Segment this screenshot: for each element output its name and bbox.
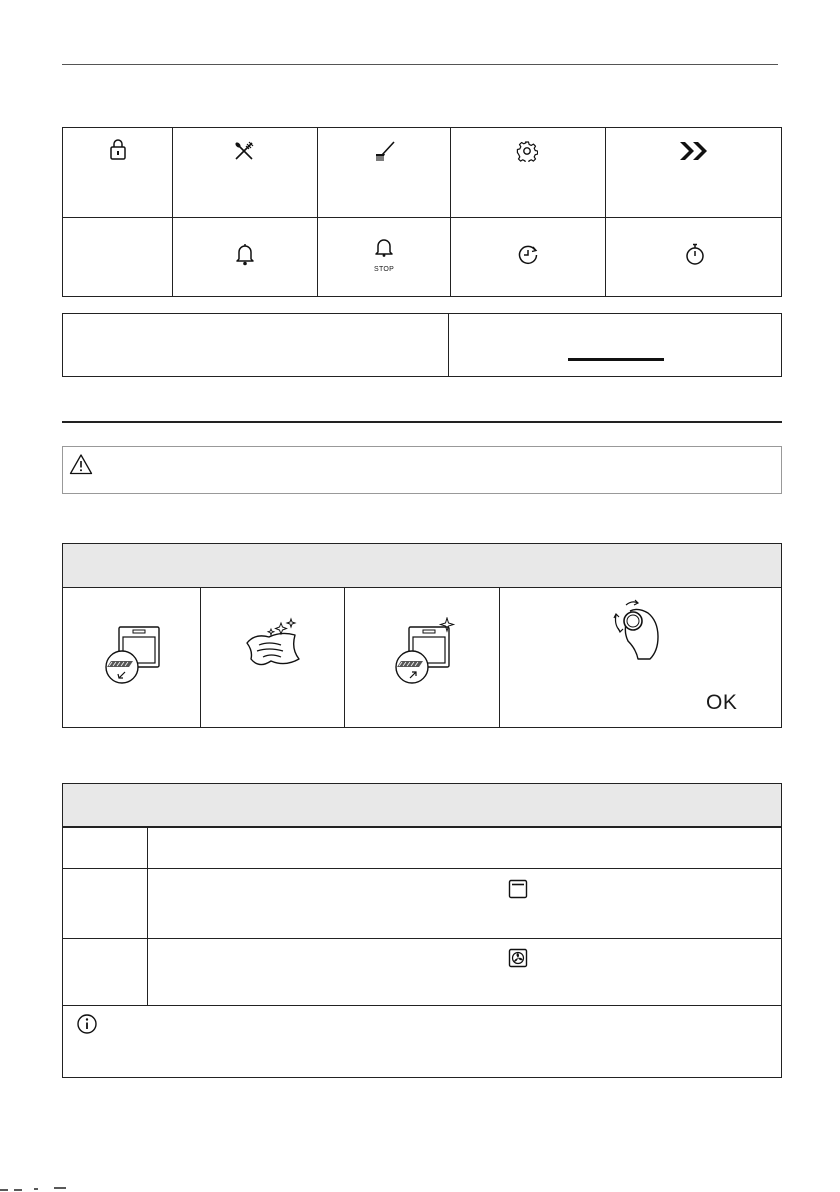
bell-icon — [235, 242, 255, 266]
cleaning-steps-table — [62, 543, 782, 728]
symbol-row-2 — [63, 217, 781, 297]
symbol-cell — [63, 217, 173, 297]
table-header — [63, 784, 781, 828]
fork-knife-icon — [233, 140, 255, 162]
symbol-cell — [606, 128, 783, 217]
table-header — [63, 544, 781, 588]
knob-turn-hand-icon — [608, 597, 664, 663]
symbol-cell — [606, 217, 783, 297]
header-rule — [62, 64, 778, 65]
display-box — [62, 313, 782, 377]
symbol-cell — [451, 128, 606, 217]
table-row — [63, 939, 783, 1005]
symbol-grid — [62, 127, 782, 297]
step-cell — [201, 587, 345, 728]
oven-fan-icon — [508, 948, 528, 968]
symbol-cell — [173, 128, 318, 217]
wipe-cloth-icon — [241, 615, 307, 675]
display-divider — [448, 314, 449, 376]
oven-insert-shelf-icon — [391, 617, 457, 687]
stop-label: STOP — [374, 266, 395, 273]
section-rule — [62, 421, 782, 423]
lock-icon — [108, 139, 128, 161]
clock-arrow-icon — [517, 244, 539, 266]
brush-icon — [373, 140, 397, 162]
info-note — [63, 1006, 783, 1078]
ok-label: OK — [706, 691, 738, 714]
stopwatch-icon — [684, 242, 706, 266]
symbol-cell — [173, 217, 318, 297]
page-corner-marks — [0, 1185, 70, 1192]
warning-triangle-icon — [69, 453, 93, 475]
info-circle-icon — [76, 1013, 98, 1035]
display-dash — [568, 358, 664, 361]
step-cell — [345, 587, 500, 728]
symbol-cell — [318, 128, 451, 217]
step-cell — [500, 587, 783, 728]
symbol-cell — [451, 217, 606, 297]
warning-box — [62, 446, 782, 494]
oven-remove-shelf-icon — [103, 625, 163, 687]
symbol-row-1 — [63, 128, 781, 218]
gear-icon — [516, 140, 538, 162]
symbol-cell — [63, 128, 173, 217]
function-table — [62, 783, 782, 1078]
double-chevron-right-icon — [678, 141, 710, 161]
symbol-cell — [318, 217, 451, 297]
oven-top-heat-icon — [508, 879, 528, 899]
step-cell — [63, 587, 201, 728]
bell-stop-icon — [372, 238, 396, 264]
table-row — [63, 828, 783, 868]
table-row — [63, 869, 783, 938]
